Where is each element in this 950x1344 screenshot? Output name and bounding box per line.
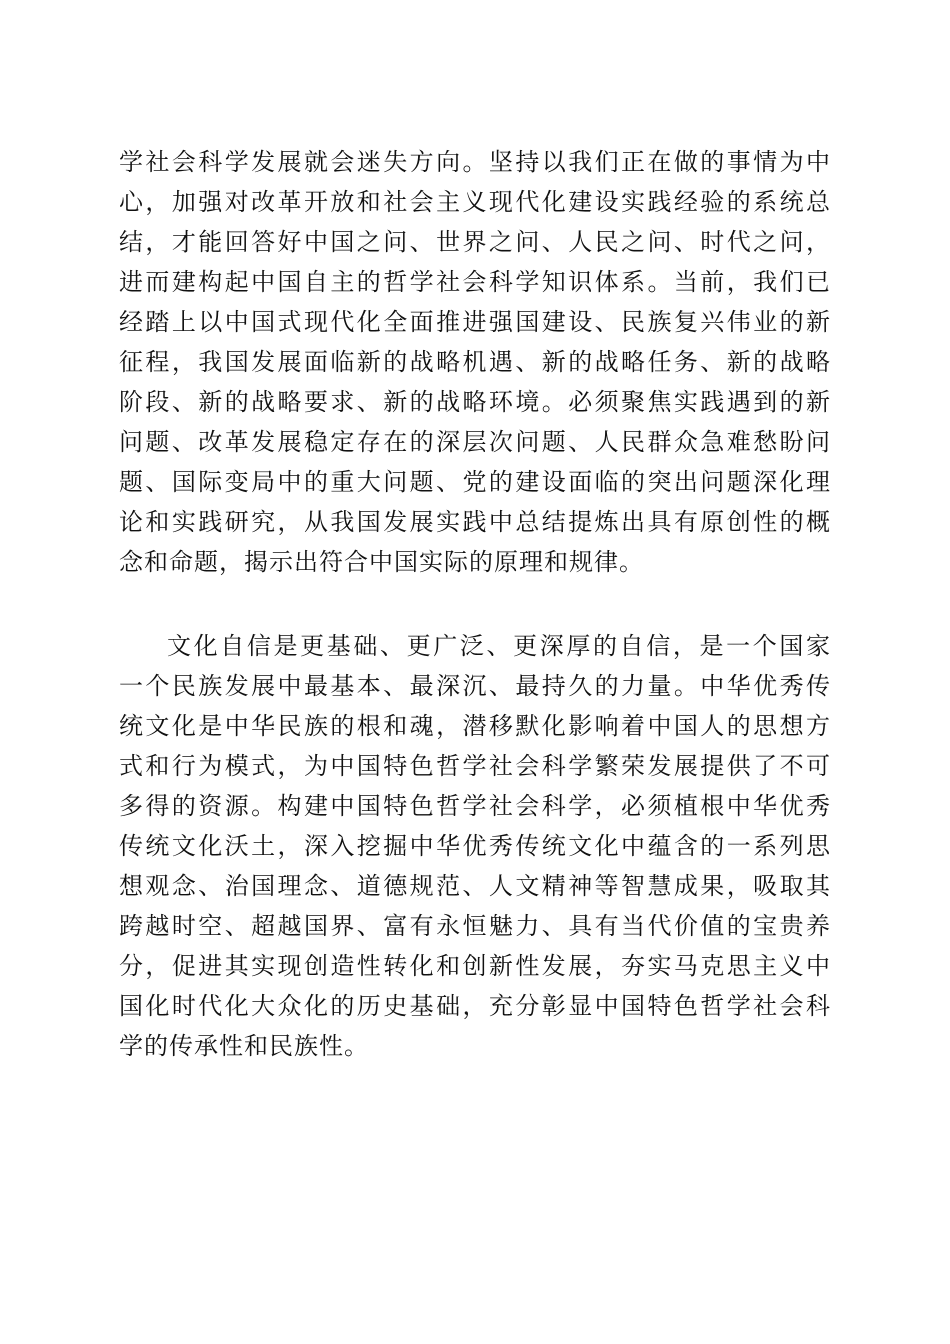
paragraph-line: 题、国际变局中的重大问题、党的建设面临的突出问题深化理 <box>119 468 831 496</box>
paragraph-continuation <box>119 142 831 582</box>
paragraph-line: 阶段、新的战略要求、新的战略环境。必须聚焦实践遇到的新 <box>119 388 831 416</box>
paragraph-line: 多得的资源。构建中国特色哲学社会科学，必须植根中华优秀 <box>119 792 831 820</box>
paragraph-line: 统文化是中华民族的根和魂，潜移默化影响着中国人的思想方 <box>119 712 831 740</box>
paragraph-line: 论和实践研究，从我国发展实践中总结提炼出具有原创性的概 <box>119 508 831 536</box>
paragraph-line: 征程，我国发展面临新的战略机遇、新的战略任务、新的战略 <box>119 348 831 376</box>
paragraph-line: 经踏上以中国式现代化全面推进强国建设、民族复兴伟业的新 <box>119 308 831 336</box>
paragraph-line: 问题、改革发展稳定存在的深层次问题、人民群众急难愁盼问 <box>119 428 831 456</box>
paragraph-line: 一个民族发展中最基本、最深沉、最持久的力量。中华优秀传 <box>119 672 831 700</box>
paragraph-line: 国化时代化大众化的历史基础，充分彰显中国特色哲学社会科 <box>119 992 831 1020</box>
paragraph-line: 想观念、治国理念、道德规范、人文精神等智慧成果，吸取其 <box>119 872 831 900</box>
paragraph-line: 进而建构起中国自主的哲学社会科学知识体系。当前，我们已 <box>119 268 831 296</box>
paragraph-line: 结，才能回答好中国之问、世界之问、人民之问、时代之问， <box>119 228 831 256</box>
paragraph-line: 心，加强对改革开放和社会主义现代化建设实践经验的系统总 <box>119 188 831 216</box>
paragraph-cultural-confidence <box>119 626 831 1066</box>
paragraph-line: 分，促进其实现创造性转化和创新性发展，夯实马克思主义中 <box>119 952 831 980</box>
paragraph-line: 跨越时空、超越国界、富有永恒魅力、具有当代价值的宝贵养 <box>119 912 831 940</box>
paragraph-line: 传统文化沃土，深入挖掘中华优秀传统文化中蕴含的一系列思 <box>119 832 831 860</box>
paragraph-line: 学的传承性和民族性。 <box>119 1032 369 1060</box>
paragraph-line: 式和行为模式，为中国特色哲学社会科学繁荣发展提供了不可 <box>119 752 831 780</box>
paragraph-line: 文化自信是更基础、更广泛、更深厚的自信，是一个国家 <box>167 632 831 660</box>
paragraph-line: 念和命题，揭示出符合中国实际的原理和规律。 <box>119 548 644 576</box>
paragraph-line: 学社会科学发展就会迷失方向。坚持以我们正在做的事情为中 <box>119 148 831 176</box>
